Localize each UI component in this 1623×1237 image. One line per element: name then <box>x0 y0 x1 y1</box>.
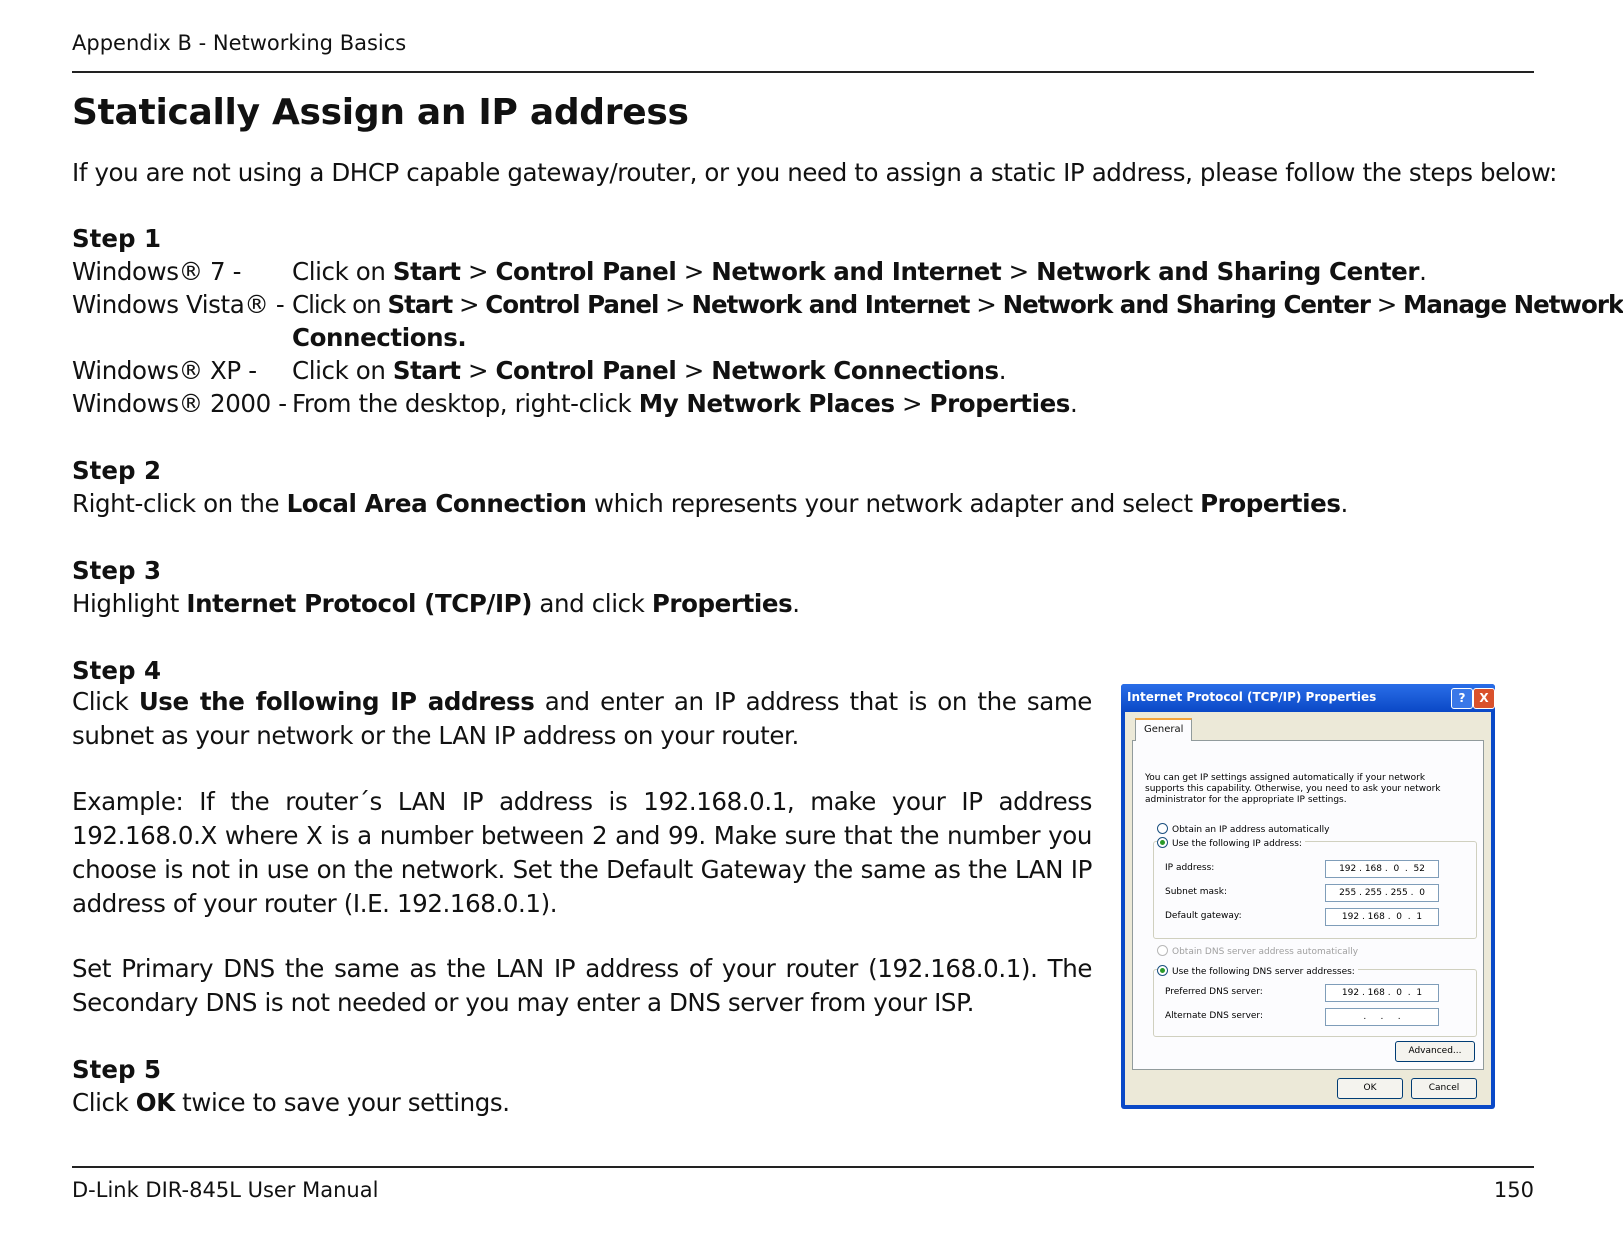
radio-disabled-icon <box>1157 945 1168 956</box>
step2-heading: Step 2 <box>72 456 162 485</box>
step4-heading: Step 4 <box>72 656 162 685</box>
alternate-dns-field[interactable]: . . . <box>1325 1008 1439 1026</box>
page-title: Statically Assign an IP address <box>72 92 689 133</box>
obtain-dns-auto-radio[interactable]: Obtain DNS server address automatically <box>1157 945 1358 957</box>
step4-paragraph-2: Example: If the router´s LAN IP address is 192.168.0.1, make your IP address 192.168.0.X where X is a number between 2 and 99. Make sure that the number you choose is not in use on the network. Set the Default Gateway the same as the LAN IP address of your router (I.E. 192.168.0.1). <box>72 787 1092 918</box>
help-button[interactable]: ? <box>1451 688 1473 709</box>
step1-win7-path: Click on Start > Control Panel > Network and Internet > Network and Sharing Center. <box>292 257 1427 286</box>
step5-heading: Step 5 <box>72 1055 162 1084</box>
obtain-ip-auto-radio[interactable]: Obtain an IP address automatically <box>1157 823 1330 835</box>
ok-button[interactable]: OK <box>1337 1078 1403 1099</box>
ip-address-field[interactable]: 192 . 168 . 0 . 52 <box>1325 860 1439 878</box>
step1-vista-path: Click on Start > Control Panel > Network and Internet > Network and Sharing Center > Manage Network <box>292 290 1623 319</box>
manual-title: D-Link DIR-845L User Manual <box>72 1178 379 1202</box>
default-gateway-label: Default gateway: <box>1165 911 1242 921</box>
step1-heading: Step 1 <box>72 224 162 253</box>
step4-paragraph-1: Click Use the following IP address and enter an IP address that is on the same subnet as your network or the LAN IP address on your router. <box>72 687 1092 750</box>
cancel-button[interactable]: Cancel <box>1411 1078 1477 1099</box>
radio-checked-icon <box>1157 965 1168 976</box>
step1-xp-path: Click on Start > Control Panel > Network Connections. <box>292 356 1007 385</box>
use-following-ip-radio[interactable]: Use the following IP address: <box>1157 837 1305 849</box>
radio-unchecked-icon <box>1157 823 1168 834</box>
section-header: Appendix B - Networking Basics <box>72 31 407 55</box>
tcpip-properties-dialog <box>1121 684 1495 1109</box>
subnet-mask-field[interactable]: 255 . 255 . 255 . 0 <box>1325 884 1439 902</box>
alternate-dns-label: Alternate DNS server: <box>1165 1011 1264 1021</box>
dialog-titlebar <box>1121 684 1495 712</box>
preferred-dns-label: Preferred DNS server: <box>1165 987 1263 997</box>
os-label-2000: Windows® 2000 - <box>72 389 287 418</box>
advanced-button[interactable]: Advanced... <box>1395 1041 1475 1062</box>
os-label-vista: Windows Vista® - <box>72 290 285 319</box>
dialog-title: Internet Protocol (TCP/IP) Properties <box>1127 690 1377 704</box>
footer-rule <box>72 1166 1534 1168</box>
step1-2000-path: From the desktop, right-click My Network Places > Properties. <box>292 389 1078 418</box>
subnet-mask-label: Subnet mask: <box>1165 887 1227 897</box>
step1-vista-path-cont: Connections. <box>292 323 467 352</box>
use-following-dns-radio[interactable]: Use the following DNS server addresses: <box>1157 965 1358 977</box>
dialog-description: You can get IP settings assigned automatically if your network supports this capability. Otherwise, you need to ask your network administrator for the appropriate IP settings. <box>1145 773 1441 805</box>
page-number: 150 <box>1493 1178 1534 1202</box>
tab-general[interactable]: General <box>1135 718 1192 741</box>
radio-checked-icon <box>1157 837 1168 848</box>
dns-settings-group <box>1153 969 1477 1037</box>
step5-text: Click OK twice to save your settings. <box>72 1088 510 1117</box>
step2-text: Right-click on the Local Area Connection which represents your network adapter and select Properties. <box>72 489 1348 518</box>
os-label-win7: Windows® 7 - <box>72 257 242 286</box>
header-rule <box>72 71 1534 73</box>
step3-text: Highlight Internet Protocol (TCP/IP) and click Properties. <box>72 589 800 618</box>
step3-heading: Step 3 <box>72 556 162 585</box>
preferred-dns-field[interactable]: 192 . 168 . 0 . 1 <box>1325 984 1439 1002</box>
general-tab-panel <box>1132 740 1484 1070</box>
intro-text: If you are not using a DHCP capable gateway/router, or you need to assign a static IP address, please follow the steps below: <box>72 158 1557 187</box>
ip-address-label: IP address: <box>1165 863 1215 873</box>
close-button[interactable]: X <box>1473 688 1495 709</box>
default-gateway-field[interactable]: 192 . 168 . 0 . 1 <box>1325 908 1439 926</box>
dialog-body <box>1125 712 1491 1105</box>
step4-paragraph-3: Set Primary DNS the same as the LAN IP address of your router (192.168.0.1). The Secondary DNS is not needed or you may enter a DNS server from your ISP. <box>72 954 1092 1017</box>
os-label-xp: Windows® XP - <box>72 356 257 385</box>
